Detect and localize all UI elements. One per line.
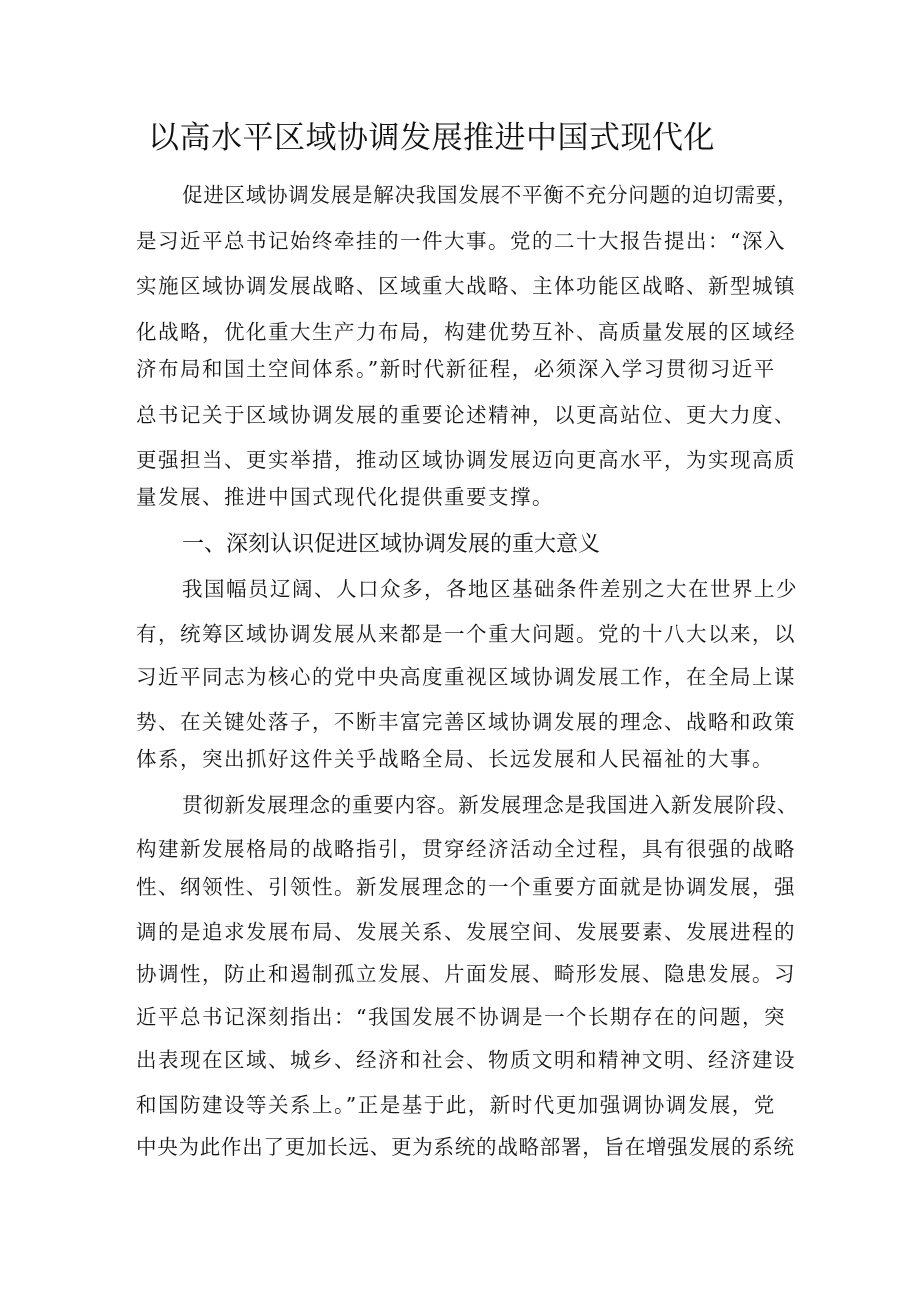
paragraph-2-line: 我国幅员辽阔、人口众多，各地区基础条件差别之大在世界上少 xyxy=(182,577,798,601)
paragraph-1-line: 是习近平总书记始终牵挂的一件大事。党的二十大报告提出：“深入 xyxy=(136,229,786,253)
paragraph-3-line: 性、纲领性、引领性。新发展理念的一个重要方面就是协调发展，强 xyxy=(136,875,796,899)
paragraph-2-line: 势、在关键处落子，不断丰富完善区域协调发展的理念、战略和政策 xyxy=(136,710,796,734)
paragraph-3-line: 中央为此作出了更加长远、更为系统的战略部署，旨在增强发展的系统 xyxy=(136,1135,795,1159)
paragraph-3-line: 和国防建设等关系上。”正是基于此，新时代更加强调协调发展，党 xyxy=(136,1093,776,1117)
paragraph-3-line: 协调性，防止和遏制孤立发展、片面发展、畸形发展、隐患发展。习 xyxy=(136,962,796,986)
paragraph-1-line: 量发展、推进中国式现代化提供重要支撑。 xyxy=(136,485,554,509)
paragraph-3-line: 构建新发展格局的战略指引，贯穿经济活动全过程，具有很强的战略 xyxy=(136,837,796,861)
paragraph-2-line: 习近平同志为核心的党中央高度重视区域协调发展工作，在全局上谋 xyxy=(136,665,796,689)
paragraph-1-line: 济布局和国土空间体系。”新时代新征程，必须深入学习贯彻习近平 xyxy=(136,357,776,381)
paragraph-1-line: 更强担当、更实举措，推动区域协调发展迈向更高水平，为实现高质 xyxy=(136,448,796,472)
paragraph-1-line: 促进区域协调发展是解决我国发展不平衡不充分问题的迫切需要， xyxy=(182,183,799,207)
paragraph-3-line: 出表现在区域、城乡、经济和社会、物质文明和精神文明、经济建设 xyxy=(136,1048,796,1072)
paragraph-3-line: 调的是追求发展布局、发展关系、发展空间、发展要素、发展进程的 xyxy=(136,920,796,944)
paragraph-1-line: 实施区域协调发展战略、区域重大战略、主体功能区战略、新型城镇 xyxy=(136,274,796,298)
paragraph-3-line: 贯彻新发展理念的重要内容。新发展理念是我国进入新发展阶段、 xyxy=(182,793,799,817)
document-title: 以高水平区域协调发展推进中国式现代化 xyxy=(148,120,715,156)
paragraph-1-line: 化战略，优化重大生产力布局，构建优势互补、高质量发展的区域经 xyxy=(136,320,796,344)
section-heading: 一、深刻认识促进区域协调发展的重大意义 xyxy=(182,532,601,557)
paragraph-2-line: 体系，突出抓好这件关乎战略全局、长远发展和人民福祉的大事。 xyxy=(136,747,774,771)
paragraph-1-line: 总书记关于区域协调发展的重要论述精神，以更高站位、更大力度、 xyxy=(136,403,796,427)
paragraph-3-line: 近平总书记深刻指出：“我国发展不协调是一个长期存在的问题，突 xyxy=(136,1005,786,1029)
paragraph-2-line: 有，统筹区域协调发展从来都是一个重大问题。党的十八大以来，以 xyxy=(136,622,796,646)
